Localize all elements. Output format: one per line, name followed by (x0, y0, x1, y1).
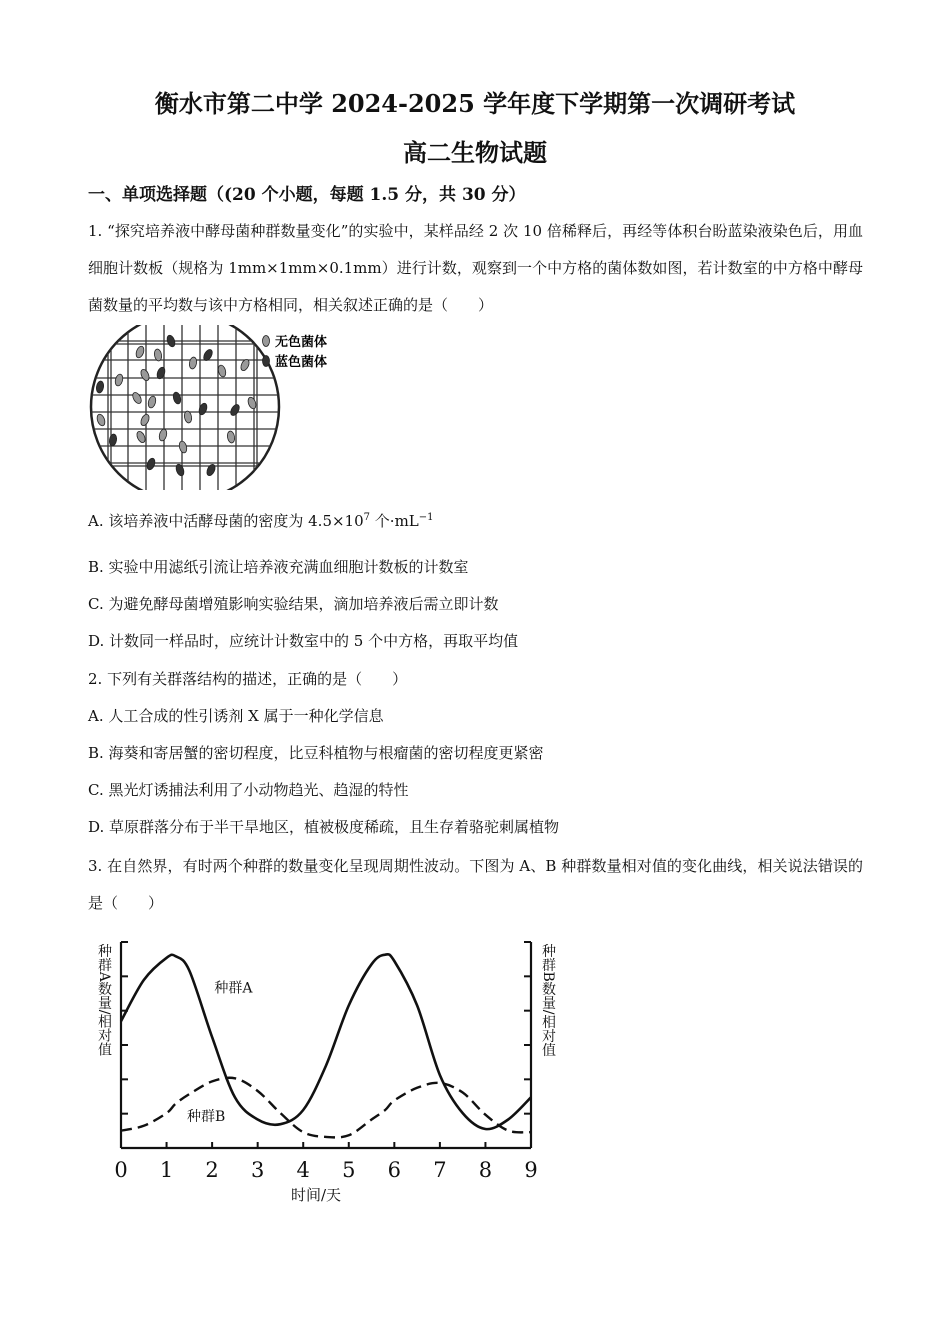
q1-option-c: C. 为避免酵母菌增殖影响实验结果，滴加培养液后需立即计数 (88, 595, 499, 613)
x-tick-label: 2 (205, 1158, 219, 1182)
question-2-stem: 2. 下列有关群落结构的描述，正确的是（ ） (88, 670, 408, 688)
q1-option-d: D. 计数同一样品时，应统计计数室中的 5 个中方格，再取平均值 (88, 632, 519, 650)
x-tick-label: 1 (159, 1158, 174, 1182)
colorless-cell-legend-icon (263, 336, 270, 347)
question-3-stem: 3. 在自然界，有时两个种群的数量变化呈现周期性波动。下图为 A、B 种群数量相对值的变化曲线，相关说法错误的是（ ） (88, 857, 863, 912)
q1-option-a: A. 该培养液中活酵母菌的密度为 $4.5\times 10^7$ 个$\cdot mL^{-1}$ (88, 512, 434, 530)
q2-option-d: D. 草原群落分布于半干旱地区，植被极度稀疏，且生存着骆驼刺属植物 (88, 818, 560, 836)
x-tick-label: 4 (296, 1158, 310, 1182)
q2-option-a: A. 人工合成的性引诱剂 X 属于一种化学信息 (88, 707, 384, 725)
exam-subtitle: 高二生物试题 (403, 138, 547, 167)
x-tick-label: 6 (387, 1158, 402, 1182)
q2-option-b: B. 海葵和寄居蟹的密切程度，比豆科植物与根瘤菌的密切程度更紧密 (88, 744, 544, 762)
q2-option-c: C. 黑光灯诱捕法利用了小动物趋光、趋湿的特性 (88, 781, 409, 799)
x-tick-label: 8 (478, 1158, 493, 1182)
chart-lines (121, 954, 531, 1137)
series-b-line (121, 1078, 531, 1138)
legend-blue: 蓝色菌体 (275, 355, 328, 370)
x-tick-label: 5 (342, 1158, 356, 1182)
blue-cell-legend-icon (263, 356, 270, 367)
right-y-axis-label: 种群B数量/相对值 (540, 943, 556, 1057)
series-a-label: 种群A (214, 980, 253, 997)
q1-option-b: B. 实验中用滤纸引流让培养液充满血细胞计数板的计数室 (88, 558, 469, 576)
legend-colorless: 无色菌体 (275, 335, 328, 350)
x-tick-label: 3 (250, 1158, 265, 1182)
question-1-stem: 1. “探究培养液中酵母菌种群数量变化”的实验中，某样品经 2 次 10 倍稀释后，再经等体积台盼蓝染液染色后，用血细胞计数板（规格为 1mm×1mm×0.1mm）进行计数，观察到一个中方格的菌体数如图，若计数室的中方格中酵母菌数量的平均数与该中方格相同，相关叙述正确的是（ ） (88, 222, 863, 314)
left-y-axis-label: 种群A数量/相对值 (96, 943, 112, 1057)
x-tick-label: 0 (114, 1158, 128, 1182)
chart-text (96, 943, 556, 1204)
exam-title: 衡水市第二中学 2024-2025 学年度下学期第一次调研考试 (154, 89, 796, 118)
series-b-label: 种群B (187, 1109, 226, 1126)
hemocytometer-figure (85, 325, 345, 490)
x-axis-label: 时间/天 (290, 1186, 342, 1204)
x-tick-label: 7 (433, 1158, 447, 1182)
section-heading: 一、单项选择题（(20 个小题，每题 1.5 分，共 30 分） (88, 185, 526, 205)
x-tick-label: 9 (524, 1158, 538, 1182)
chart-axes (121, 942, 531, 1148)
population-chart (85, 930, 565, 1215)
series-a-line (121, 954, 531, 1129)
